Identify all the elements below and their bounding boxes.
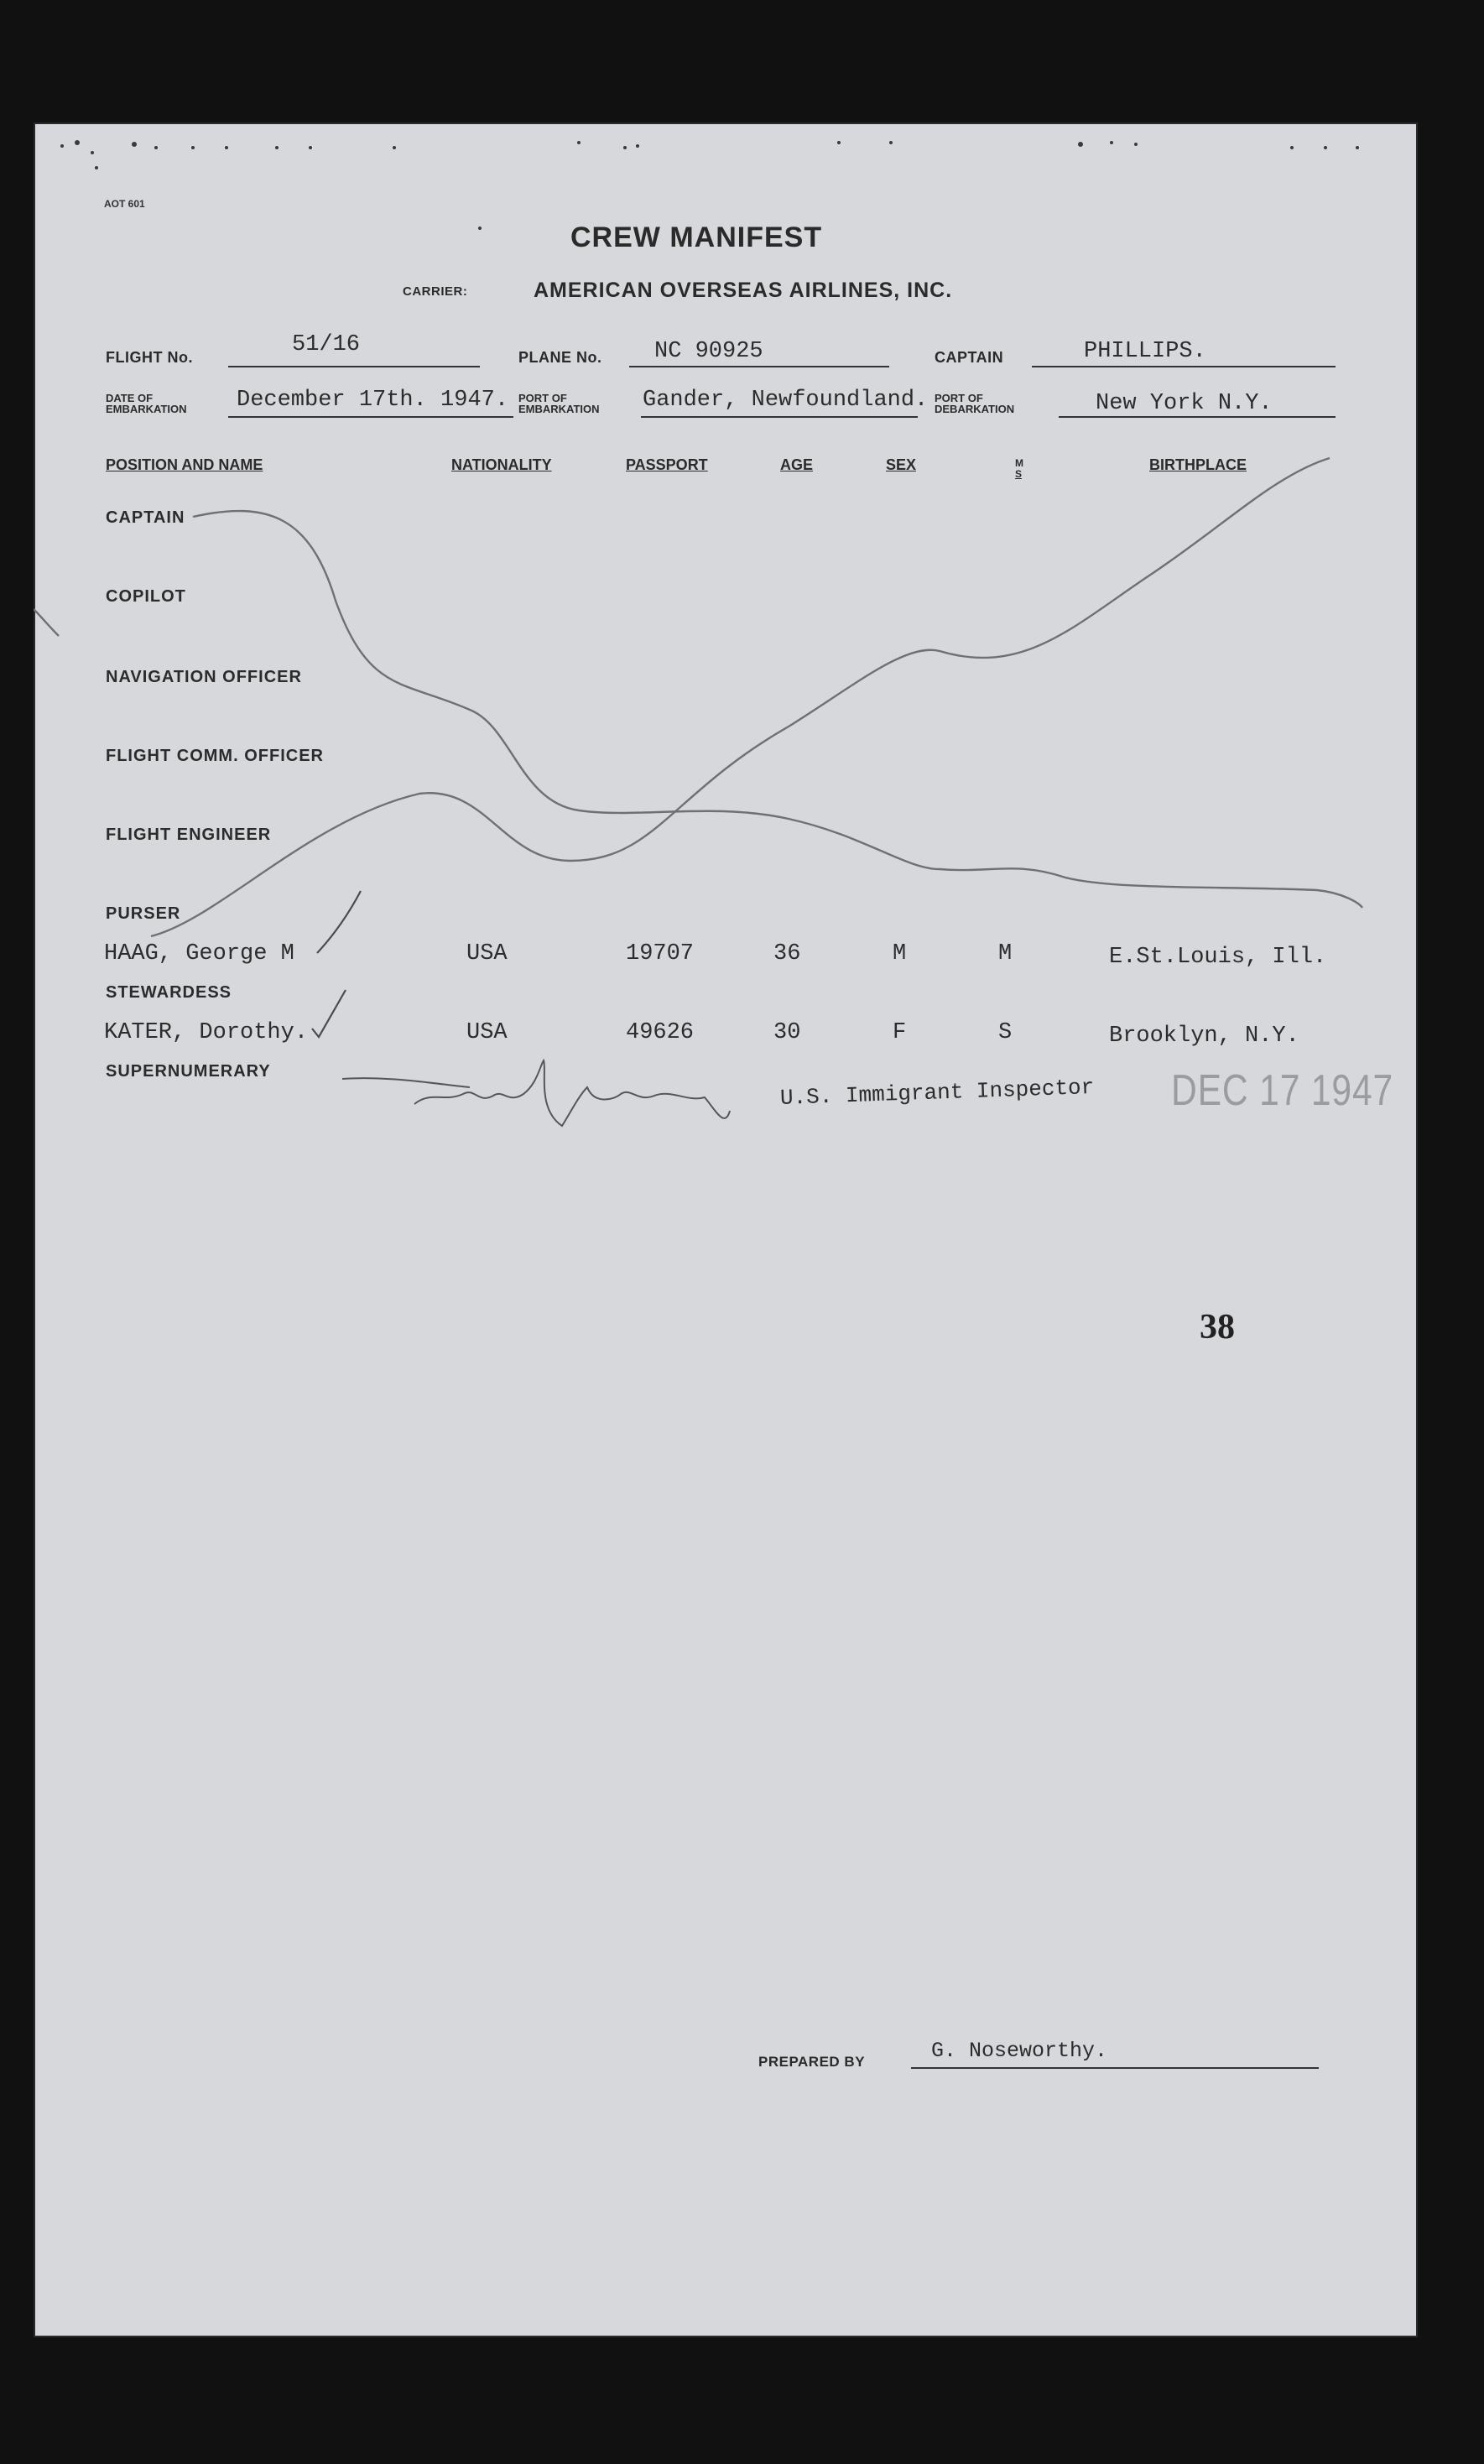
pos-purser: PURSER — [106, 904, 181, 923]
crew-2-birthplace: Brooklyn, N.Y. — [1109, 1024, 1299, 1049]
col-nationality: NATIONALITY — [451, 456, 552, 473]
crew-2-passport: 49626 — [626, 1020, 695, 1045]
curve-line-1 — [193, 511, 1362, 908]
pos-navigation: NAVIGATION OFFICER — [106, 668, 302, 686]
col-age: AGE — [780, 456, 814, 473]
pos-supernumerary: SUPERNUMERARY — [106, 1062, 271, 1081]
pos-copilot: COPILOT — [106, 587, 186, 606]
curve-line-2 — [151, 458, 1330, 936]
prepared-by-label: PREPARED BY — [758, 2054, 866, 2070]
pos-stewardess: STEWARDESS — [106, 983, 232, 1002]
punch-dots — [60, 140, 1359, 230]
captain-label: CAPTAIN — [935, 349, 1004, 366]
carrier-label: CARRIER: — [403, 284, 468, 299]
col-position: POSITION AND NAME — [106, 456, 263, 473]
pos-comm: FLIGHT COMM. OFFICER — [106, 747, 324, 765]
port-debark-label: PORT OF DEBARKATION — [935, 392, 1015, 415]
page-title: CREW MANIFEST — [570, 221, 823, 253]
tick-mark-1 — [317, 891, 361, 953]
curve-line-3 — [34, 609, 59, 636]
crew-1-birthplace: E.St.Louis, Ill. — [1109, 945, 1327, 970]
embark-date-label: DATE OF EMBARKATION — [106, 392, 187, 415]
col-birthplace: BIRTHPLACE — [1149, 456, 1247, 473]
port-embark: Gander, Newfoundland. — [643, 388, 929, 413]
inspector-signature — [342, 1060, 730, 1126]
plane-label: PLANE No. — [518, 349, 602, 366]
prepared-by-name: G. Noseworthy. — [931, 2039, 1108, 2063]
col-sex: SEX — [886, 456, 917, 473]
col-passport: PASSPORT — [626, 456, 708, 473]
crew-2-nationality: USA — [466, 1020, 508, 1045]
date-stamp: DEC 17 1947 — [1171, 1066, 1394, 1115]
crew-1-marital: M — [998, 941, 1013, 966]
crew-2-age: 30 — [773, 1020, 801, 1045]
crew-1-nationality: USA — [466, 941, 508, 966]
crew-1-age: 36 — [773, 941, 801, 966]
form-code: AOT 601 — [104, 198, 145, 210]
crew-1-sex: M — [893, 941, 907, 966]
tick-mark-2 — [312, 990, 346, 1037]
captain-name: PHILLIPS. — [1084, 339, 1206, 364]
flight-label: FLIGHT No. — [106, 349, 193, 366]
pos-captain: CAPTAIN — [106, 508, 185, 527]
plane-number: NC 90925 — [654, 339, 763, 364]
port-debark: New York N.Y. — [1096, 391, 1273, 416]
page-number: 38 — [1200, 1308, 1235, 1347]
pencil-marks — [34, 122, 1418, 2337]
crew-2-name: KATER, Dorothy. — [104, 1020, 309, 1045]
embark-date: December 17th. 1947. — [237, 388, 509, 413]
flight-number: 51/16 — [292, 332, 361, 357]
col-marital: M S — [1015, 457, 1023, 480]
crew-1-passport: 19707 — [626, 941, 695, 966]
inspector-title: U.S. Immigrant Inspector — [779, 1074, 1095, 1111]
crew-1-name: HAAG, George M — [104, 941, 294, 966]
port-embark-label: PORT OF EMBARKATION — [518, 392, 600, 415]
manifest-sheet — [34, 122, 1418, 2337]
carrier-name: AMERICAN OVERSEAS AIRLINES, INC. — [534, 279, 953, 302]
crew-2-marital: S — [998, 1020, 1013, 1045]
crew-2-sex: F — [893, 1020, 907, 1045]
pos-engineer: FLIGHT ENGINEER — [106, 826, 272, 844]
